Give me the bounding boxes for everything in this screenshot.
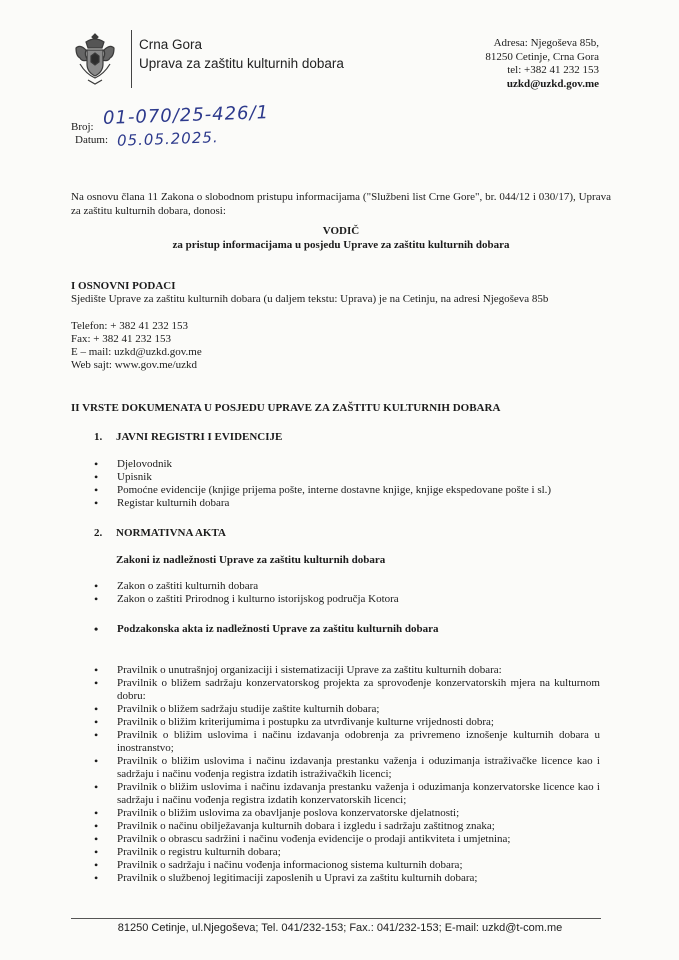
datum-label: Datum:	[75, 134, 108, 146]
list-item: • Pomoćne evidencije (knjige prijema pošte, interne dostavne knjige, knjige ekspedovane pošte i sl.)	[94, 484, 614, 497]
org-name	[139, 35, 344, 73]
document-title: VODIČ	[322, 225, 360, 237]
bylaws-heading-list	[94, 623, 614, 636]
sub1-number: 1.	[94, 431, 103, 443]
list-item: • Registar kulturnih dobara	[94, 497, 614, 510]
list-item: • Pravilnik o bližim uslovima za obavljanje poslova konzervatorske djelatnosti;	[94, 807, 600, 820]
laws-heading: Zakoni iz nadležnosti Uprave za zaštitu kulturnih dobara	[116, 554, 386, 566]
broj-label: Broj:	[71, 121, 94, 133]
section2-heading: II VRSTE DOKUMENATA U POSJEDU UPRAVE ZA ZAŠTITU KULTURNIH DOBARA	[71, 402, 501, 414]
address-line: tel: +382 41 232 153	[507, 64, 599, 76]
address-email: uzkd@uzkd.gov.me	[506, 77, 599, 90]
list-item: • Pravilnik o bližim uslovima i načinu izdavanja prestanku važenja i oduzimanja konzervatorske licence kao i sadržaju i načinu vođenja registra izdatih konzervatorskih licenci;	[94, 781, 600, 807]
list-item: • Upisnik	[94, 471, 614, 484]
list-item: • Zakon o zaštiti kulturnih dobara	[94, 580, 614, 593]
sub2-number: 2.	[94, 527, 103, 539]
contact-fax: Fax: + 382 41 232 153	[71, 333, 172, 345]
list-item: • Pravilnik o registru kulturnih dobara;	[94, 846, 600, 859]
org-line2: Uprava za zaštitu kulturnih dobara	[139, 56, 344, 71]
laws-list	[94, 580, 614, 606]
bylaws-heading: • Podzakonska akta iz nadležnosti Uprave za zaštitu kulturnih dobara	[94, 623, 614, 636]
list-item: • Pravilnik o unutrašnjoj organizaciji i sistematizaciji Uprave za zaštitu kulturnih dobara:	[94, 664, 600, 677]
coat-of-arms-icon	[70, 30, 120, 88]
list-item: • Pravilnik o bližim uslovima i načinu izdavanja prestanku važenja i oduzimanja istraživačke licence kao i sadržaju i načinu vođenja registra izdatih istraživačkih licenci;	[94, 755, 600, 781]
address-block	[485, 37, 599, 91]
sub1-title: JAVNI REGISTRI I EVIDENCIJE	[116, 431, 283, 443]
intro-paragraph: Na osnovu člana 11 Zakona o slobodnom pristupu informacijama ("Službeni list Crne Gore", br. 044/12 i 030/17), Uprava za zaštitu kulturnih dobara, donosi:	[71, 191, 611, 217]
contact-email: E – mail: uzkd@uzkd.gov.me	[71, 346, 202, 358]
list-item: • Djelovodnik	[94, 458, 614, 471]
header-divider	[131, 30, 132, 88]
document-subtitle: za pristup informacijama u posjedu Uprave za zaštitu kulturnih dobara	[172, 239, 510, 251]
list-item: • Zakon o zaštiti Prirodnog i kulturno istorijskog područja Kotora	[94, 593, 614, 606]
registers-list	[94, 458, 614, 510]
datum-value: 05.05.2025.	[116, 128, 219, 150]
list-item: • Pravilnik o bližim uslovima i načinu izdavanja odobrenja za privremeno iznošenje kulturnih dobara u inostranstvo;	[94, 729, 600, 755]
org-line1: Crna Gora	[139, 37, 203, 52]
list-item: • Pravilnik o obrascu sadržini i načinu vođenja evidencije o prodaji antikviteta i umjetnina;	[94, 833, 600, 846]
address-line: Adresa: Njegoševa 85b,	[493, 37, 599, 49]
list-item: • Pravilnik o bližim kriterijumima i postupku za utvrđivanje kulturne vrijednosti dobra;	[94, 716, 600, 729]
bylaws-list	[94, 664, 600, 885]
footer-divider	[71, 918, 601, 919]
contact-web: Web sajt: www.gov.me/uzkd	[71, 359, 197, 371]
contact-phone: Telefon: + 382 41 232 153	[71, 320, 188, 332]
address-line: 81250 Cetinje, Crna Gora	[485, 50, 599, 63]
broj-value: 01-070/25-426/1	[102, 102, 270, 129]
list-item: • Pravilnik o bližem sadržaju konzervatorskog projekta za sprovođenje konzervatorskih mjera na kulturnom dobru:	[94, 677, 600, 703]
footer-text: 81250 Cetinje, ul.Njegoševa; Tel. 041/232-153; Fax.: 041/232-153; E-mail: uzkd@t-com.me	[117, 922, 563, 934]
list-item: • Pravilnik o bližem sadržaju studije zaštite kulturnih dobara;	[94, 703, 600, 716]
list-item: • Pravilnik o načinu obilježavanja kulturnih dobara i izgledu i sadržaju zaštitnog znaka;	[94, 820, 600, 833]
section1-body: Sjedište Uprave za zaštitu kulturnih dobara (u daljem tekstu: Uprava) je na Cetinju, na adresi Njegoševa 85b	[71, 293, 549, 305]
list-item: • Pravilnik o službenoj legitimaciji zaposlenih u Upravi za zaštitu kulturnih dobara;	[94, 872, 600, 885]
sub2-title: NORMATIVNA AKTA	[116, 527, 226, 539]
list-item: • Pravilnik o sadržaju i načinu vođenja informacionog sistema kulturnih dobara;	[94, 859, 600, 872]
section1-heading: I OSNOVNI PODACI	[71, 280, 176, 292]
